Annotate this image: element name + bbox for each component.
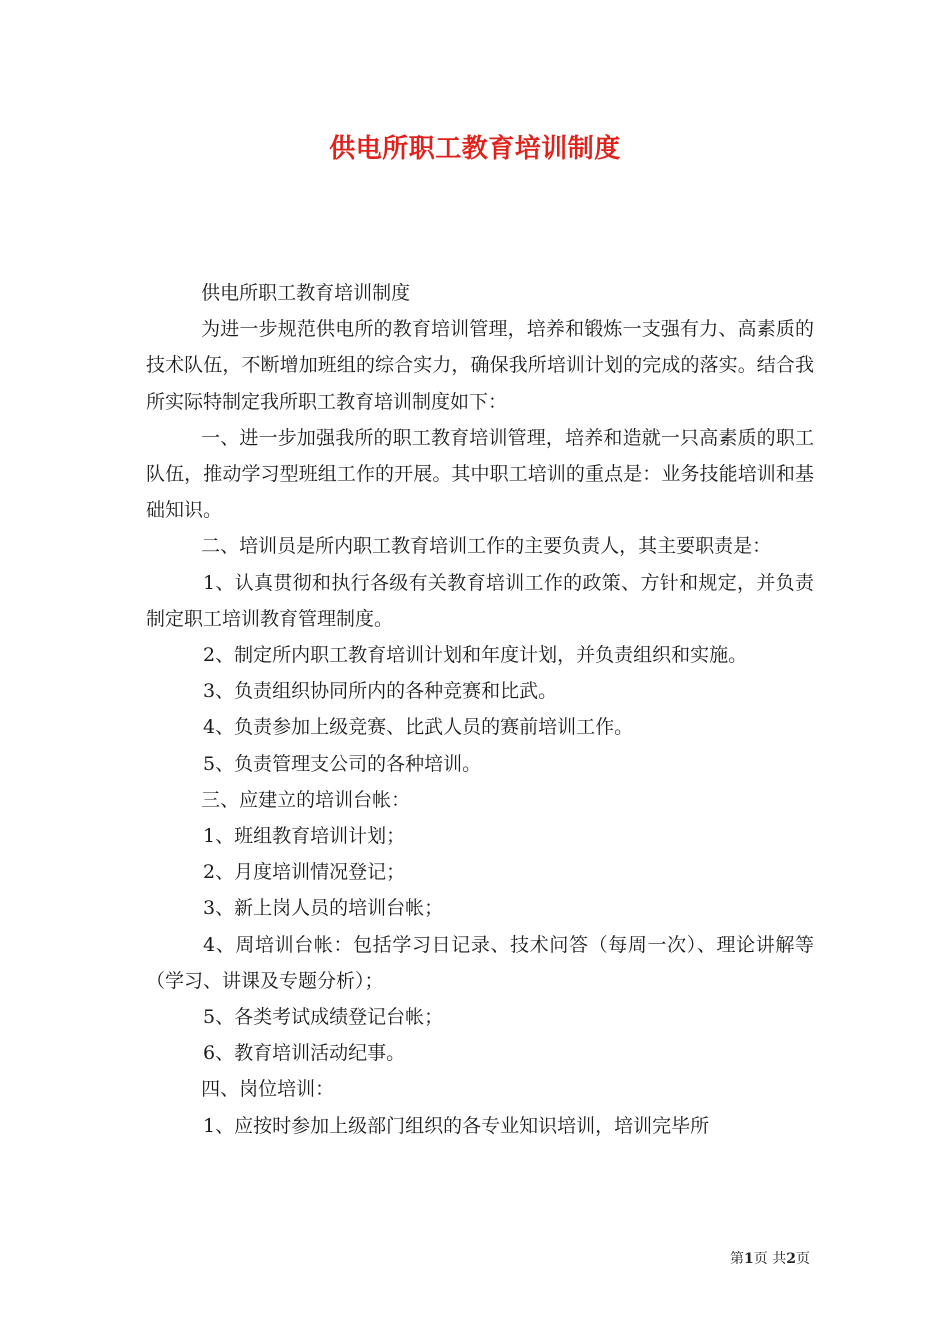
paragraph: 为进一步规范供电所的教育培训管理，培养和锻炼一支强有力、高素质的技术队伍，不断增加班组的综合实力，确保我所培训计划的完成的落实。结合我所实际特制定我所职工教育培训制度如下：: [146, 318, 814, 413]
list-item: 1、班组教育培训计划；: [203, 825, 406, 848]
section-heading: 四、岗位培训：: [201, 1078, 335, 1101]
list-item: 3、新上岗人员的培训台帐；: [203, 897, 444, 920]
page-footer: [730, 1250, 810, 1268]
list-item: 5、负责管理支公司的各种培训。: [203, 752, 482, 775]
list-item: 1、应按时参加上级部门组织的各专业知识培训，培训完毕所: [203, 1114, 710, 1137]
footer-middle: 页 共: [753, 1251, 787, 1267]
footer-prefix: 第: [730, 1251, 744, 1267]
document-title: 供电所职工教育培训制度: [329, 134, 621, 164]
document-body: [146, 275, 814, 1144]
list-item: 5、各类考试成绩登记台帐；: [203, 1006, 444, 1029]
section-heading: 三、应建立的培训台帐：: [201, 788, 411, 811]
list-item: 4、周培训台帐：包括学习日记录、技术问答（每周一次）、理论讲解等（学习、讲课及专题分析）；: [146, 933, 814, 992]
paragraph: 供电所职工教育培训制度: [201, 282, 411, 304]
list-item: 2、月度培训情况登记；: [203, 861, 406, 884]
current-page-number: 1: [744, 1251, 754, 1267]
paragraph: 一、进一步加强我所的职工教育培训管理，培养和造就一只高素质的职工队伍，推动学习型班组工作的开展。其中职工培训的重点是：业务技能培训和基础知识。: [146, 426, 814, 522]
total-pages-number: 2: [786, 1251, 796, 1267]
footer-suffix: 页: [795, 1251, 810, 1267]
list-item: 6、教育培训活动纪事。: [203, 1042, 406, 1065]
list-item: 4、负责参加上级竞赛、比武人员的赛前培训工作。: [203, 716, 634, 739]
list-item: 1、认真贯彻和执行各级有关教育培训工作的政策、方针和规定，并负责制定职工培训教育管理制度。: [146, 571, 814, 630]
list-item: 3、负责组织协同所内的各种竞赛和比武。: [203, 680, 558, 703]
list-item: 2、制定所内职工教育培训计划和年度计划，并负责组织和实施。: [203, 644, 748, 667]
paragraph: 二、培训员是所内职工教育培训工作的主要负责人，其主要职责是：: [201, 535, 772, 558]
